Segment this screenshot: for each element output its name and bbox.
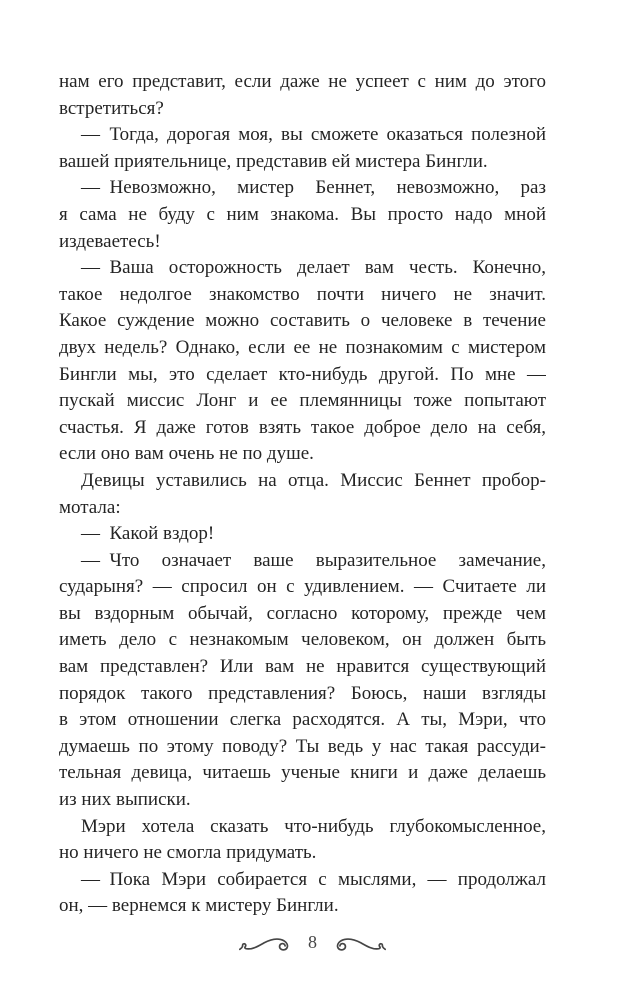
text-line: — Ваша осторожность делает вам честь. Конечно,	[81, 257, 546, 279]
text-line: в этом отношении слегка расходятся. А ты, Мэри, что	[59, 709, 546, 731]
text-line: пускай миссис Лонг и ее племянницы тоже попытают	[59, 390, 546, 412]
text-line: если оно вам очень не по душе.	[59, 443, 314, 465]
flourish-left-icon	[239, 933, 295, 953]
text-line: он, — вернемся к мистеру Бингли.	[59, 895, 339, 917]
text-line: издеваетесь!	[59, 230, 161, 252]
text-line: иметь дело с незнакомым человеком, он должен быть	[59, 629, 546, 651]
text-line: — Тогда, дорогая моя, вы сможете оказаться полезной	[81, 124, 546, 146]
text-line: Мэри хотела сказать что-нибудь глубокомысленное,	[81, 815, 546, 837]
paragraph	[59, 867, 546, 920]
text-line: из них выписки.	[59, 789, 191, 811]
text-line: я сама не буду с ним знакома. Вы просто надо мной	[59, 203, 546, 225]
text-line: двух недель? Однако, если ее не познакомим с мистером	[59, 336, 546, 358]
text-line: Девицы уставились на отца. Миссис Беннет пробор-	[81, 469, 546, 491]
paragraph	[59, 521, 546, 548]
text-line: но ничего не смогла придумать.	[59, 842, 317, 864]
text-line: Бингли мы, это сделает кто-нибудь другой. По мне —	[59, 363, 546, 385]
text-line: порядок такого представления? Боюсь, наши взгляды	[59, 682, 546, 704]
paragraph	[59, 468, 546, 521]
text-line: — Какой вздор!	[81, 523, 215, 545]
text-line: вам представлен? Или вам не нравится существующий	[59, 656, 546, 678]
text-line: нам его представит, если даже не успеет с ним до этого	[59, 71, 546, 92]
text-line: тельная девица, читаешь ученые книги и даже делаешь	[59, 762, 546, 784]
text-line: вы вздорным обычай, согласно которому, прежде чем	[59, 602, 546, 624]
text-line: сударыня? — спросил он с удивлением. — Считаете ли	[59, 576, 546, 598]
text-line: — Пока Мэри собирается с мыслями, — продолжал	[81, 868, 546, 890]
page-footer	[0, 929, 625, 957]
text-line: Какое суждение можно составить о человеке в течение	[59, 310, 546, 332]
paragraph	[59, 122, 546, 175]
paragraph	[59, 69, 546, 122]
text-line: — Невозможно, мистер Беннет, невозможно, раз	[81, 177, 546, 199]
text-line: счастья. Я даже готов взять такое доброе дело на себя,	[59, 416, 546, 438]
text-line: думаешь по этому поводу? Ты ведь у нас такая рассуди-	[59, 735, 546, 757]
text-line: вашей приятельнице, представив ей мистера Бингли.	[59, 150, 488, 172]
text-line: такое недолгое знакомство почти ничего не значит.	[59, 283, 546, 305]
page-number: 8	[308, 932, 317, 952]
text-block	[59, 69, 546, 920]
text-line: мотала:	[59, 496, 121, 518]
paragraph	[59, 175, 546, 255]
text-line: встретиться?	[59, 97, 164, 119]
text-line: — Что означает ваше выразительное замечание,	[81, 549, 546, 571]
paragraph	[59, 548, 546, 814]
paragraph	[59, 255, 546, 468]
flourish-right-icon	[330, 933, 386, 953]
paragraph	[59, 814, 546, 867]
